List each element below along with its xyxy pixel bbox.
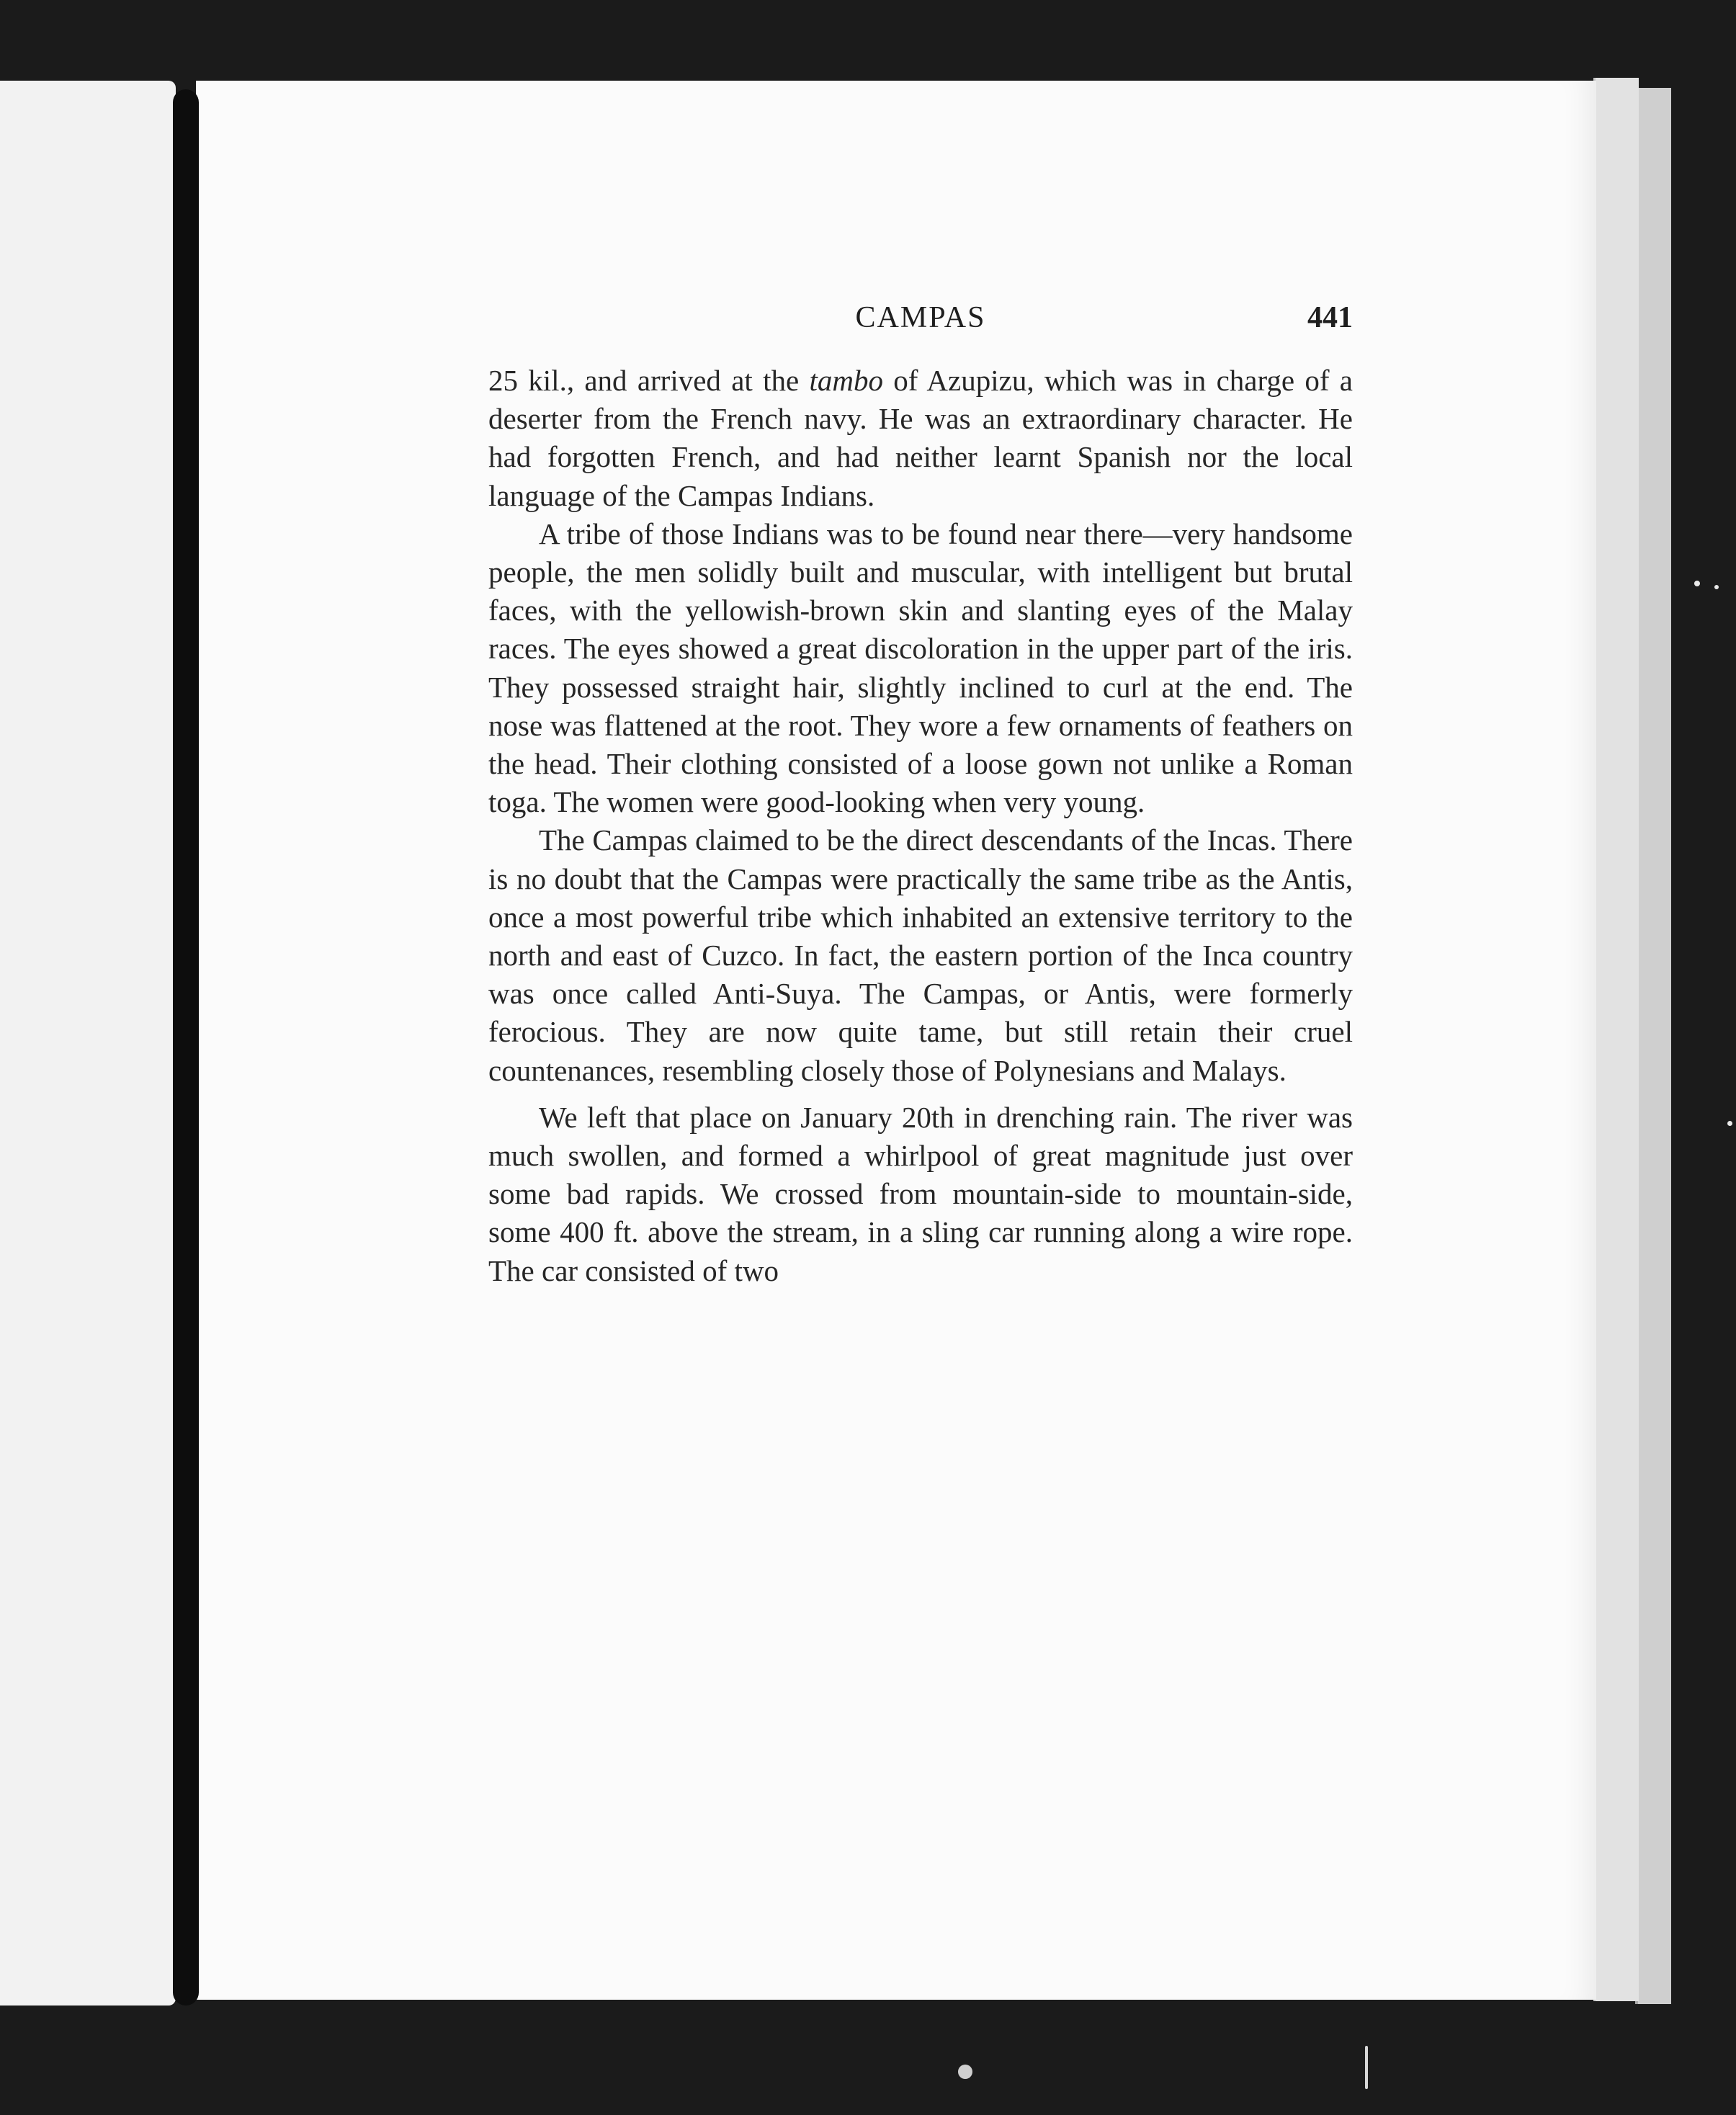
running-head [488,300,1353,344]
film-speck [1694,581,1700,586]
facing-page-edge [0,81,176,2006]
paragraph-4: We left that place on January 20th in drenching rain. The river was much swollen, and formed a whirlpool of great magnitude just over some bad rapids. We crossed from mountain-side to mountain-side, some 400 ft. above the stream, in a sling car running along a wire rope. The car consisted of two [488,1100,1353,1287]
paragraph-1-rest: of Azupizu, which was in charge of a deserter from the French navy. He was an extraordinary character. He had forgotten French, and had neither learnt Spanish nor the local language of the Campas Indians. [488,364,1353,512]
body-text [488,362,1353,1290]
film-speck [958,2065,972,2079]
running-title: CAMPAS [855,301,986,334]
paragraph-3: The Campas claimed to be the direct descendants of the Incas. There is no doubt that the Campas were practically the same tribe as the Antis, once a most powerful tribe which inhabited an extensive territory to the north and east of Cuzco. In fact, the eastern portion of the Inca country was once called Anti-Suya. The Campas, or Antis, were formerly ferocious. They are now quite tame, but still retain their cruel countenances, resembling closely those of Polynesians and Malays. [488,823,1353,1087]
page-stack-edge-inner [1593,78,1639,2001]
page-stack-edge [1635,88,1671,2004]
book-page [196,81,1596,2000]
paragraph-1-italic-word: tambo [809,364,883,397]
film-scratch [1365,2046,1368,2089]
paragraph-1-start: 25 kil., and arrived at the [488,364,810,397]
film-speck [1714,585,1719,589]
film-speck [1727,1121,1732,1126]
book-gutter [173,89,199,2006]
page-number: 441 [1307,301,1353,334]
paragraph-1 [488,362,1353,515]
paragraph-2: A tribe of those Indians was to be found near there—very handsome people, the men solidly built and muscular, with intelligent but brutal faces, with the yellowish-brown skin and slanting eyes of the Malay races. The eyes showed a great discoloration in the upper part of the iris. They possessed straight hair, slightly inclined to curl at the end. The nose was flattened at the root. They wore a few ornaments of feathers on the head. Their clothing consisted of a loose gown not unlike a Roman toga. The women were good-looking when very young. [488,517,1353,819]
